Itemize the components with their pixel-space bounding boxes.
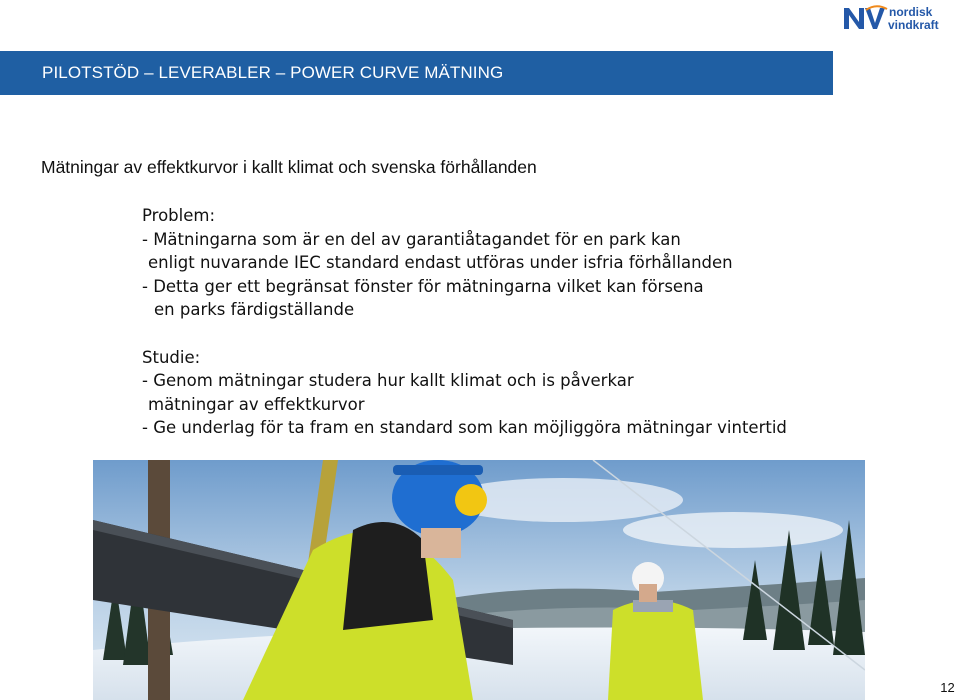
problem-line: enligt nuvarande IEC standard endast utföras under isfria förhållanden — [148, 253, 733, 273]
study-line: - Genom mätningar studera hur kallt klimat och is påverkar — [142, 371, 634, 391]
slide-body — [142, 204, 787, 440]
logo-graphic — [842, 3, 958, 33]
problem-line: - Detta ger ett begränsat fönster för mätningarna vilket kan försena — [142, 276, 704, 296]
problem-heading: Problem: — [142, 206, 216, 225]
logo-text-line1: nordisk — [889, 5, 933, 19]
study-line: - Ge underlag för ta fram en standard som kan möjliggöra mätningar vintertid — [142, 418, 787, 438]
problem-line: en parks färdigställande — [154, 300, 355, 320]
slide-subtitle: Mätningar av effektkurvor i kallt klimat och svenska förhållanden — [41, 157, 537, 177]
slide-title: PILOTSTÖD – LEVERABLER – POWER CURVE MÄTNING — [42, 63, 504, 82]
nordisk-vindkraft-logo — [842, 3, 958, 33]
photo-illustration — [93, 460, 865, 700]
problem-line: - Mätningarna som är en del av garantiåtagandet för en park kan — [142, 229, 681, 249]
study-line: mätningar av effektkurvor — [148, 394, 365, 414]
winter-field-workers-photo — [93, 460, 865, 700]
paragraph-gap — [142, 322, 787, 346]
page-number: 12 — [935, 674, 960, 700]
title-bar — [0, 51, 833, 95]
study-heading: Studie: — [142, 347, 201, 367]
logo-text-line2: vindkraft — [888, 18, 939, 32]
